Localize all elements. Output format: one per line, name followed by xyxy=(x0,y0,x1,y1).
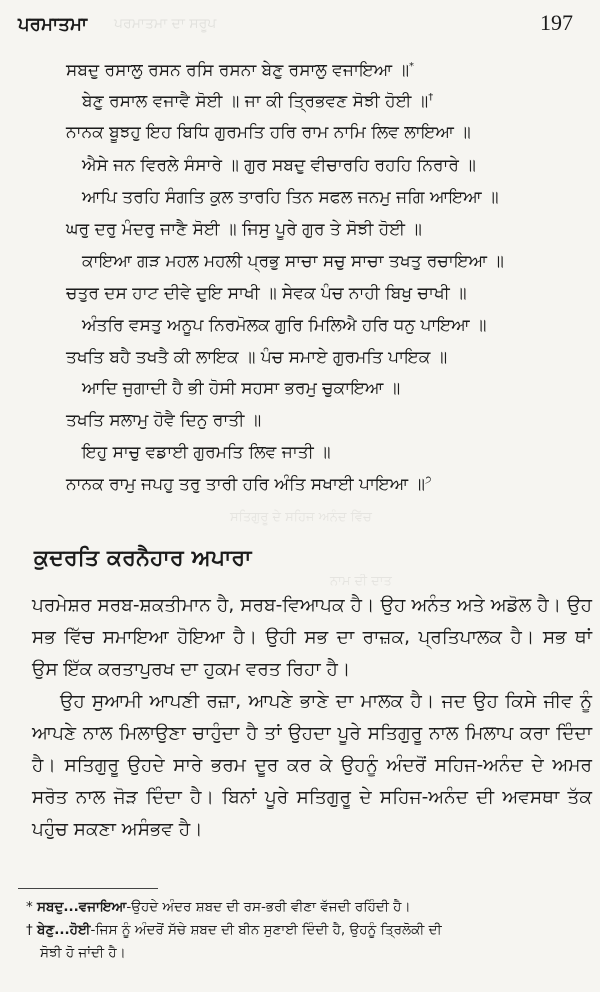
verse-line: ਨਾਨਕ ਬੂਝਹੁ ਇਹ ਬਿਧਿ ਗੁਰਮਤਿ ਹਰਿ ਰਾਮ ਨਾਮਿ ਲਿਵ ਲਾਇਆ ॥ xyxy=(66,122,471,143)
footnote-mark: * xyxy=(26,899,33,915)
verse-line: ਇਹੁ ਸਾਚੁ ਵਡਾਈ ਗੁਰਮਤਿ ਲਿਵ ਜਾਤੀ ॥ xyxy=(82,442,331,463)
verse-line: ਆਦਿ ਜੁਗਾਦੀ ਹੈ ਭੀ ਹੋਸੀ ਸਹਸਾ ਭਰਮੁ ਚੁਕਾਇਆ ॥ xyxy=(82,378,401,399)
footnote-mark: ੭ xyxy=(424,475,432,486)
verse-line: ਐਸੇ ਜਨ ਵਿਰਲੇ ਸੰਸਾਰੇ ॥ ਗੁਰ ਸਬਦੁ ਵੀਚਾਰਹਿ ਰਹਹਿ ਨਿਰਾਰੇ ॥ xyxy=(82,155,476,176)
footnote-term: ਬੇਣੁ...ਹੋਈ xyxy=(37,922,91,938)
footnote-text: -ਉਹਦੇ ਅੰਦਰ ਸ਼ਬਦ ਦੀ ਰਸ-ਭਰੀ ਵੀਣਾ ਵੱਜਦੀ ਰਹਿੰਦੀ ਹੈ। xyxy=(126,899,411,915)
verse-line: ਕਾਇਆ ਗੜ ਮਹਲ ਮਹਲੀ ਪ੍ਰਭੁ ਸਾਚਾ ਸਚੁ ਸਾਚਾ ਤਖਤੁ ਰਚਾਇਆ ॥ xyxy=(82,251,504,272)
paragraph: ਉਹ ਸੁਆਮੀ ਆਪਣੀ ਰਜ਼ਾ, ਆਪਣੇ ਭਾਣੇ ਦਾ ਮਾਲਕ ਹੈ। ਜਦ ਉਹ ਕਿਸੇ ਜੀਵ ਨੂੰ ਆਪਣੇ ਨਾਲ ਮਿਲਾਉਣਾ ਚਾਹੁੰਦਾ ਹੈ ਤਾਂ ਉਹਦਾ ਪੂਰੇ ਸਤਿਗੁਰੂ ਨਾਲ ਮਿਲਾਪ ਕਰਾ ਦਿੰਦਾ ਹੈ। ਸਤਿਗੁਰੂ ਉਹਦੇ ਸਾਰੇ ਭਰਮ ਦੂਰ ਕਰ ਕੇ ਉਹਨੂੰ ਅੰਦਰੋਂ ਸਹਿਜ-ਅਨੰਦ ਦੇ ਅਮਰ ਸਰੋਤ ਨਾਲ ਜੋੜ ਦਿੰਦਾ ਹੈ। ਬਿਨਾਂ ਪੂਰੇ ਸਤਿਗੁਰੂ ਦੇ ਸਹਿਜ-ਅਨੰਦ ਦੀ ਅਵਸਥਾ ਤੱਕ ਪਹੁੰਚ ਸਕਣਾ ਅਸੰਭਵ ਹੈ। xyxy=(32,691,592,840)
footnote xyxy=(26,919,586,942)
verse-line: ਘਰੁ ਦਰੁ ਮੰਦਰੁ ਜਾਣੈ ਸੋਈ ॥ ਜਿਸੁ ਪੂਰੇ ਗੁਰ ਤੇ ਸੋਝੀ ਹੋਈ ॥ xyxy=(66,219,422,240)
footnote-mark: † xyxy=(26,922,33,938)
running-header: ਪਰਮਾਤਮਾ xyxy=(18,14,88,35)
verse-line: ਬੇਣੁ ਰਸਾਲ ਵਜਾਵੈ ਸੋਈ ॥ ਜਾ ਕੀ ਤ੍ਰਿਭਵਣ ਸੋਝੀ ਹੋਈ ॥† xyxy=(82,91,434,112)
verse-line: ਅੰਤਰਿ ਵਸਤੁ ਅਨੂਪ ਨਿਰਮੋਲਕ ਗੁਰਿ ਮਿਲਿਐ ਹਰਿ ਧਨੁ ਪਾਇਆ ॥ xyxy=(82,315,487,336)
prose-body xyxy=(32,590,592,846)
footnote xyxy=(26,896,586,919)
footnote-divider xyxy=(18,888,158,889)
footnotes xyxy=(26,896,586,965)
verse-line: ਚਤੁਰ ਦਸ ਹਾਟ ਦੀਵੇ ਦੁਇ ਸਾਖੀ ॥ ਸੇਵਕ ਪੰਚ ਨਾਹੀ ਬਿਖੁ ਚਾਖੀ ॥ xyxy=(66,283,467,304)
footnote-text: -ਜਿਸ ਨੂੰ ਅੰਦਰੋਂ ਸੱਚੇ ਸ਼ਬਦ ਦੀ ਬੀਨ ਸੁਣਾਈ ਦਿੰਦੀ ਹੈ, ਉਹਨੂੰ ਤ੍ਰਿਲੋਕੀ ਦੀ xyxy=(90,922,442,938)
footnote-term: ਸਬਦੁ...ਵਜਾਇਆ xyxy=(37,899,127,915)
verse-line: ਤਖਤਿ ਬਹੈ ਤਖਤੈ ਕੀ ਲਾਇਕ ॥ ਪੰਚ ਸਮਾਏ ਗੁਰਮਤਿ ਪਾਇਕ ॥ xyxy=(66,347,448,368)
verse-line: ਨਾਨਕ ਰਾਮੁ ਜਪਹੁ ਤਰੁ ਤਾਰੀ ਹਰਿ ਅੰਤਿ ਸਖਾਈ ਪਾਇਆ ॥$^੭$ xyxy=(66,474,432,495)
bleed-through-text: ਨਾਮ ਦੀ ਦਾਤ xyxy=(330,574,392,589)
verse-line: ਆਪਿ ਤਰਹਿ ਸੰਗਤਿ ਕੁਲ ਤਾਰਹਿ ਤਿਨ ਸਫਲ ਜਨਮੁ ਜਗਿ ਆਇਆ ॥ xyxy=(82,187,499,208)
footnote-mark: † xyxy=(428,92,434,103)
verse-line: ਤਖਤਿ ਸਲਾਮੁ ਹੋਵੈ ਦਿਨੁ ਰਾਤੀ ॥ xyxy=(66,410,262,431)
section-heading: ਕੁਦਰਤਿ ਕਰਨੈਹਾਰ ਅਪਾਰਾ xyxy=(34,546,252,571)
paragraph: ਪਰਮੇਸ਼ਰ ਸਰਬ-ਸ਼ਕਤੀਮਾਨ ਹੈ, ਸਰਬ-ਵਿਆਪਕ ਹੈ। ਉਹ ਅਨੰਤ ਅਤੇ ਅਡੋਲ ਹੈ। ਉਹ ਸਭ ਵਿੱਚ ਸਮਾਇਆ ਹੋਇਆ ਹੈ। ਉਹੀ ਸਭ ਦਾ ਰਾਜ਼ਕ, ਪ੍ਰਤਿਪਾਲਕ ਹੈ। ਸਭ ਥਾਂ ਉਸ ਇੱਕ ਕਰਤਾਪੁਰਖ ਦਾ ਹੁਕਮ ਵਰਤ ਰਿਹਾ ਹੈ। xyxy=(32,595,592,680)
footnote-mark: * xyxy=(409,61,415,72)
verse-line: ਸਬਦੁ ਰਸਾਲੁ ਰਸਨ ਰਸਿ ਰਸਨਾ ਬੇਣੁ ਰਸਾਲੁ ਵਜਾਇਆ ॥* xyxy=(66,60,415,81)
footnote-continuation: ਸੋਝੀ ਹੋ ਜਾਂਦੀ ਹੈ। xyxy=(40,945,126,961)
bleed-through-header: ਪਰਮਾਤਮਾ ਦਾ ਸਰੂਪ xyxy=(114,16,217,32)
page-number: 197 xyxy=(540,10,573,35)
bleed-through-text: ਸਤਿਗੁਰੂ ਦੇ ਸਹਿਜ ਅਨੰਦ ਵਿੱਚ xyxy=(230,510,372,525)
